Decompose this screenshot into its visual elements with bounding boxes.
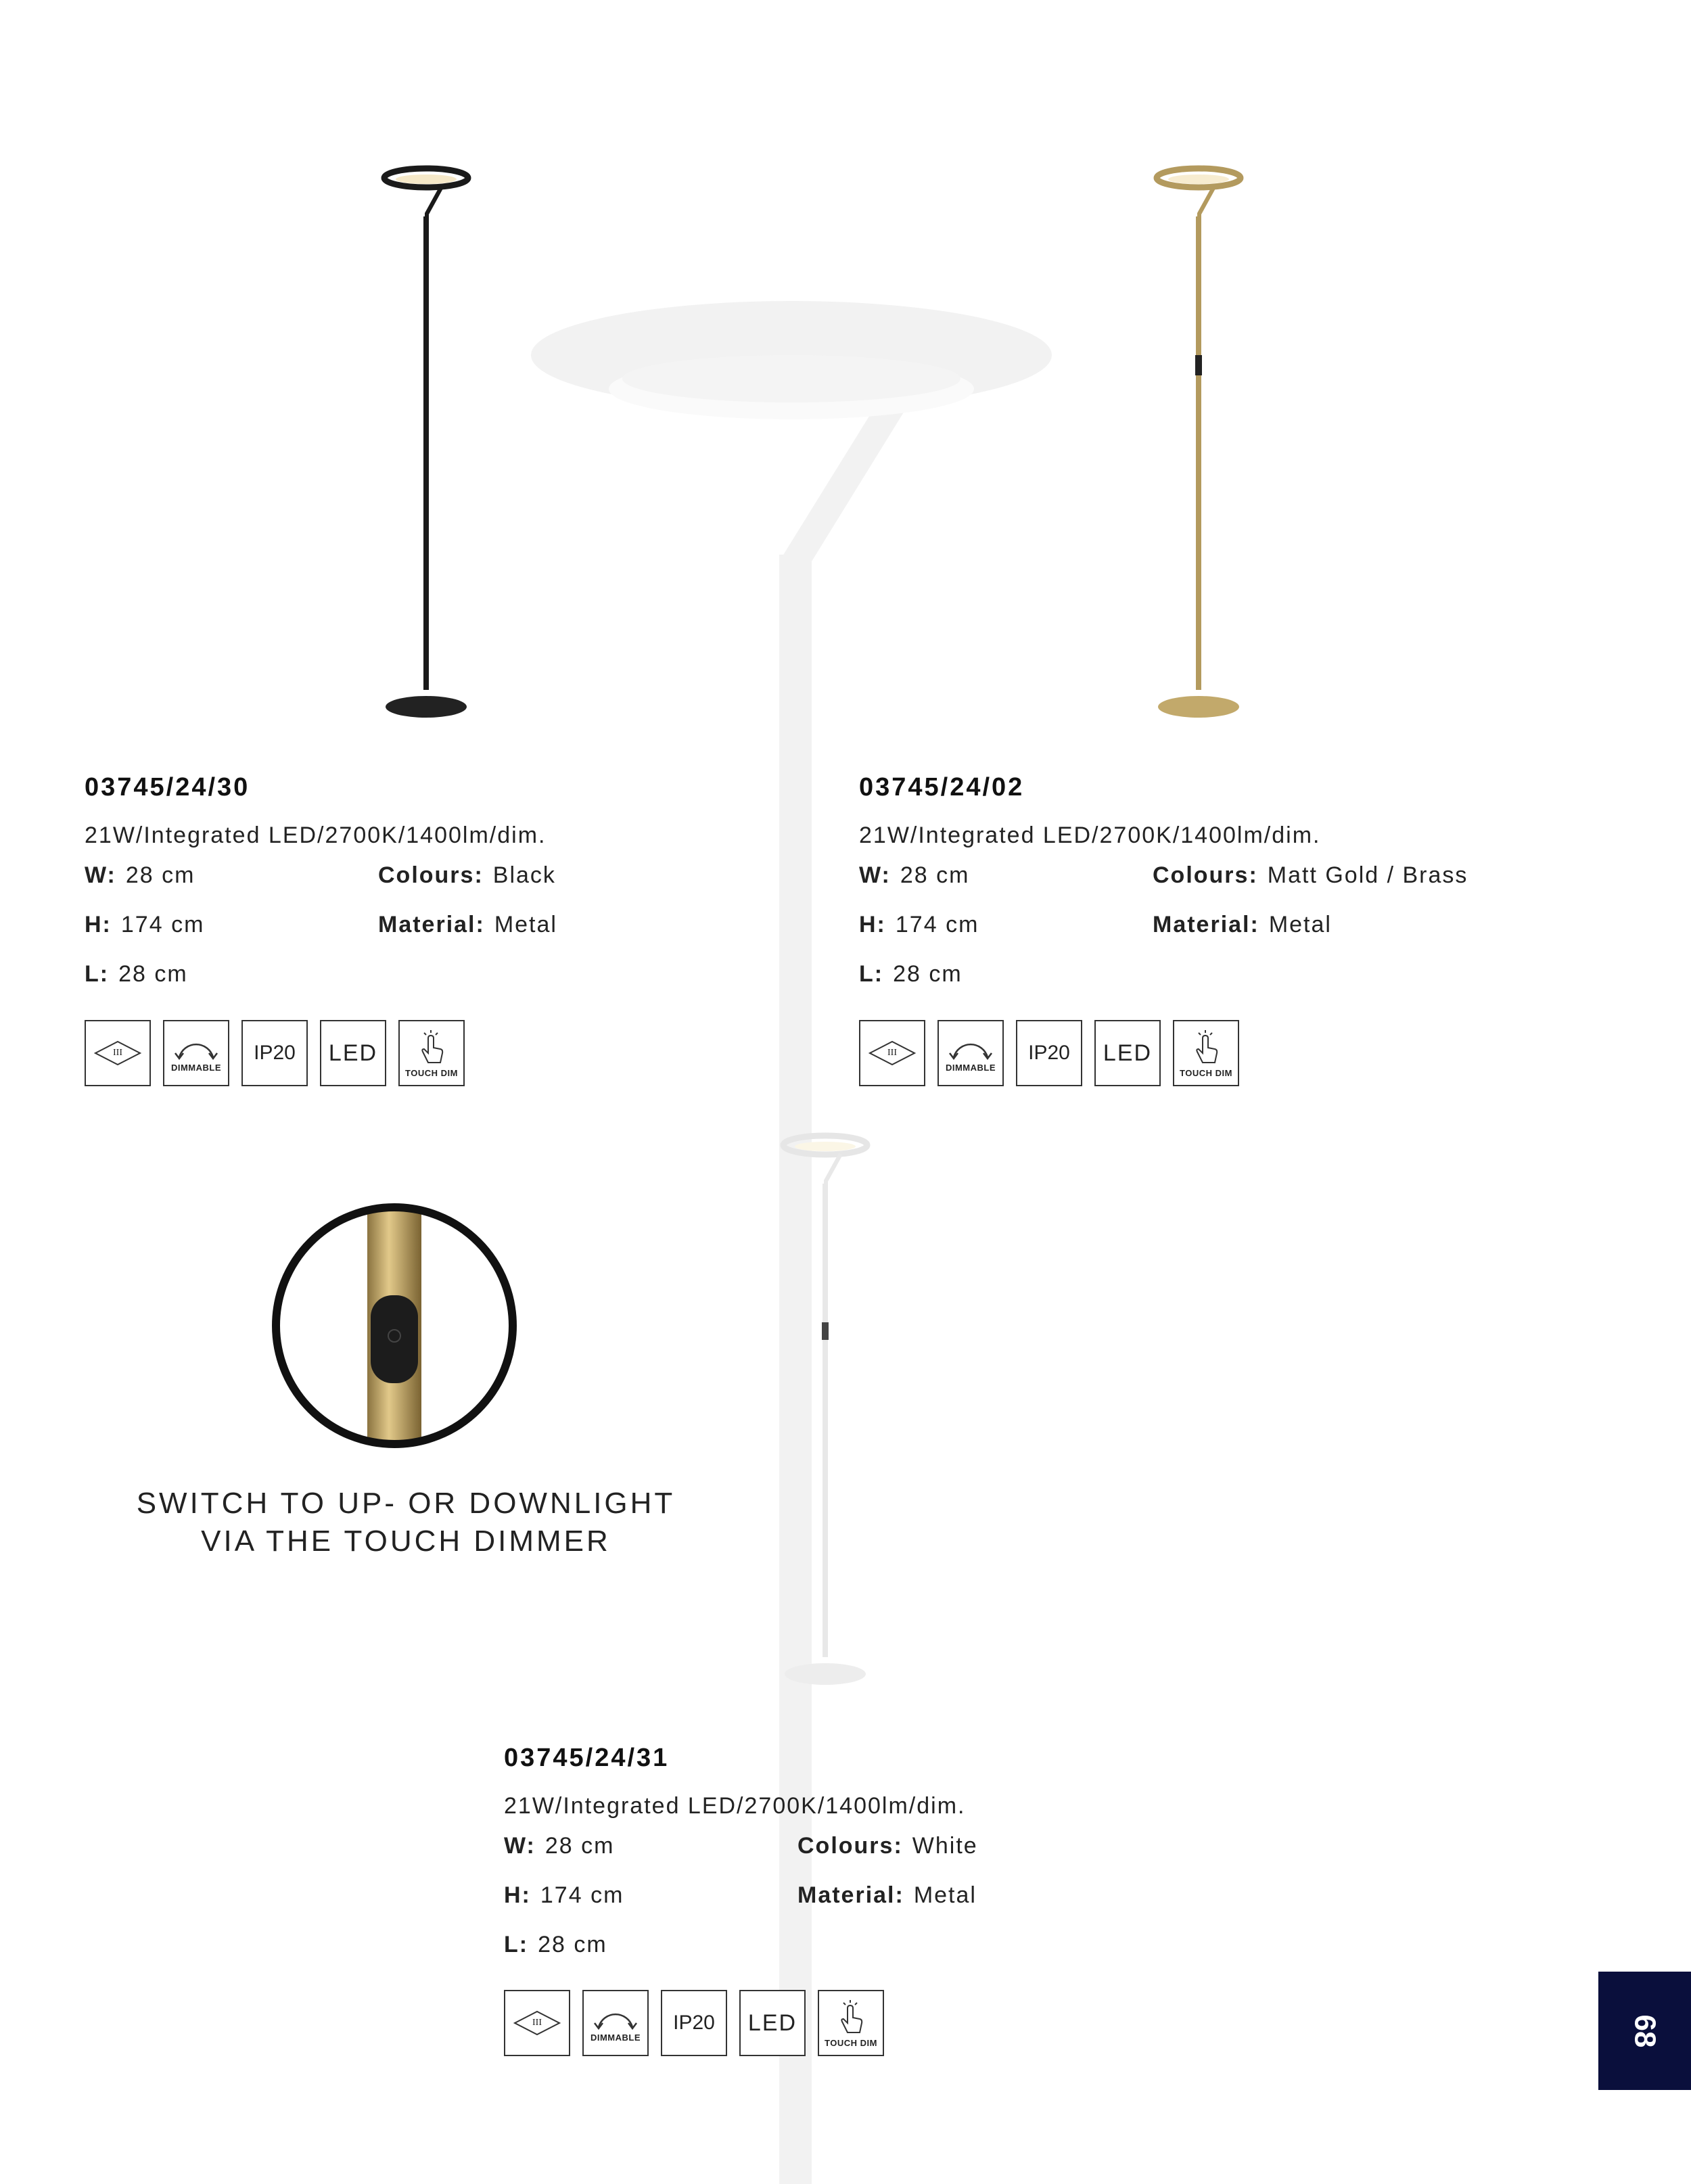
spec-material: Material: Metal bbox=[1153, 912, 1332, 937]
feature-icons-brass bbox=[859, 1020, 1239, 1086]
product-block-white bbox=[504, 1744, 1180, 1982]
product-specs bbox=[859, 862, 1535, 1011]
spec-colours: Colours: Matt Gold / Brass bbox=[1153, 862, 1468, 888]
spec-height: H: 174 cm bbox=[859, 912, 979, 937]
caption-line-1: SWITCH TO UP- OR DOWNLIGHT bbox=[136, 1487, 676, 1520]
ip20-icon: IP20 bbox=[241, 1020, 308, 1086]
product-block-brass bbox=[859, 773, 1535, 1011]
class-iii-icon: III bbox=[859, 1020, 925, 1086]
touch-dim-icon: TOUCH DIM bbox=[1173, 1020, 1239, 1086]
led-icon: LED bbox=[320, 1020, 386, 1086]
led-icon: LED bbox=[739, 1990, 806, 2056]
spec-height: H: 174 cm bbox=[504, 1882, 624, 1908]
brass-floor-lamp-photo bbox=[1138, 159, 1259, 724]
product-description: 21W/Integrated LED/2700K/1400lm/dim. bbox=[85, 822, 547, 848]
product-code: 03745/24/31 bbox=[504, 1744, 670, 1772]
spec-colours: Colours: White bbox=[797, 1833, 978, 1859]
spec-width: W: 28 cm bbox=[859, 862, 970, 888]
dimmable-icon: DIMMABLE bbox=[582, 1990, 649, 2056]
feature-icons-white bbox=[504, 1990, 884, 2056]
product-block-black bbox=[85, 773, 761, 1011]
product-specs bbox=[504, 1833, 1180, 1982]
dimmable-icon: DIMMABLE bbox=[937, 1020, 1004, 1086]
spec-colours: Colours: Black bbox=[378, 862, 556, 888]
touch-dimmer-caption bbox=[68, 1485, 744, 1560]
page-number-tab bbox=[1598, 1972, 1691, 2090]
touch-dimmer-detail-photo bbox=[269, 1201, 519, 1451]
product-description: 21W/Integrated LED/2700K/1400lm/dim. bbox=[504, 1793, 966, 1819]
class-iii-icon: III bbox=[85, 1020, 151, 1086]
class-iii-icon: III bbox=[504, 1990, 570, 2056]
spec-length: L: 28 cm bbox=[504, 1932, 607, 1957]
black-floor-lamp-photo bbox=[365, 159, 487, 724]
product-description: 21W/Integrated LED/2700K/1400lm/dim. bbox=[859, 822, 1321, 848]
product-code: 03745/24/30 bbox=[85, 773, 250, 801]
feature-icons-black bbox=[85, 1020, 465, 1086]
spec-width: W: 28 cm bbox=[504, 1833, 615, 1859]
ip20-icon: IP20 bbox=[661, 1990, 727, 2056]
spec-height: H: 174 cm bbox=[85, 912, 205, 937]
product-specs bbox=[85, 862, 761, 1011]
led-icon: LED bbox=[1094, 1020, 1161, 1086]
touch-dim-icon: TOUCH DIM bbox=[398, 1020, 465, 1086]
spec-length: L: 28 cm bbox=[859, 961, 963, 987]
spec-material: Material: Metal bbox=[797, 1882, 977, 1908]
spec-width: W: 28 cm bbox=[85, 862, 195, 888]
product-code: 03745/24/02 bbox=[859, 773, 1025, 801]
spec-length: L: 28 cm bbox=[85, 961, 188, 987]
white-floor-lamp-photo bbox=[764, 1126, 886, 1694]
touch-dim-icon: TOUCH DIM bbox=[818, 1990, 884, 2056]
dimmable-icon: DIMMABLE bbox=[163, 1020, 229, 1086]
caption-line-2: VIA THE TOUCH DIMMER bbox=[201, 1525, 611, 1558]
spec-material: Material: Metal bbox=[378, 912, 557, 937]
ip20-icon: IP20 bbox=[1016, 1020, 1082, 1086]
page-number: 68 bbox=[1628, 2014, 1662, 2047]
